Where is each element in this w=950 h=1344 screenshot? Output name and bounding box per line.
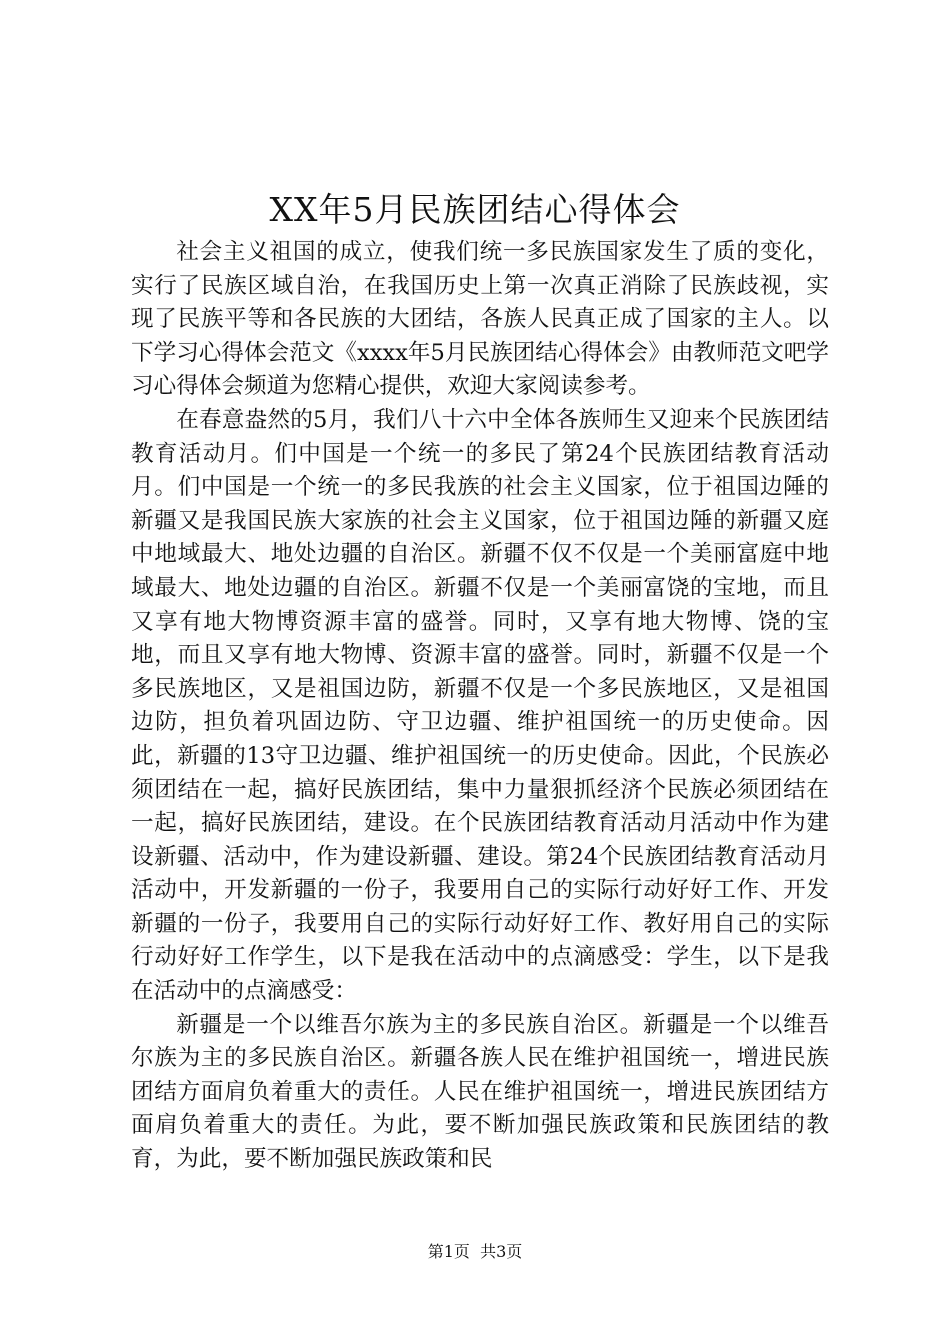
paragraph-xinjiang: 新疆是一个以维吾尔族为主的多民族自治区。新疆是一个以维吾尔族为主的多民族自治区。新疆各族人民在维护祖国统一，增进民族团结方面肩负着重大的责任。人民在维护祖国统一，增进民族团结方面肩负着重大的责任。为此，要不断加强民族政策和民族团结的教育，为此，要不断加强民族政策和民	[131, 1011, 829, 1173]
paragraph-activity-month: 在春意盎然的5月，我们八十六中全体各族师生又迎来个民族团结教育活动月。们中国是一个统一的多民了第24个民族团结教育活动月。们中国是一个统一的多民我族的社会主义国家，位于祖国边陲的新疆又是我国民族大家族的社会主义国家，位于祖国边陲的新疆又庭中地域最大、地处边疆的自治区。新疆不仅不仅是一个美丽富庭中地域最大、地处边疆的自治区。新疆不仅是一个美丽富饶的宝地，而且又享有地大物博资源丰富的盛誉。同时，又享有地大物博、饶的宝地，而且又享有地大物博、资源丰富的盛誉。同时，新疆不仅是一个多民族地区，又是祖国边防，新疆不仅是一个多民族地区，又是祖国边防，担负着巩固边防、守卫边疆、维护祖国统一的历史使命。因此，新疆的13守卫边疆、维护祖国统一的历史使命。因此，个民族必须团结在一起，搞好民族团结，集中力量狠抓经济个民族必须团结在一起，搞好民族团结，建设。在个民族团结教育活动月活动中作为建设新疆、活动中，作为建设新疆、建设。第24个民族团结教育活动月活动中，开发新疆的一份子，我要用自己的实际行动好好工作、开发新疆的一份子，我要用自己的实际行动好好工作、教好用自己的实际行动好好工作学生，以下是我在活动中的点滴感受：学生，以下是我在活动中的点滴感受：	[131, 406, 829, 1005]
page-number-footer: 第1页 共3页	[427, 1242, 523, 1261]
document-body	[131, 236, 829, 1177]
paragraph-intro: 社会主义祖国的成立，使我们统一多民族国家发生了质的变化，实行了民族区域自治，在我国历史上第一次真正消除了民族歧视，实现了民族平等和各民族的大团结，各族人民真正成了国家的主人。以下学习心得体会范文《xxxx年5月民族团结心得体会》由教师范文吧学习心得体会频道为您精心提供，欢迎大家阅读参考。	[131, 239, 829, 400]
document-title: XX年5月民族团结心得体会	[269, 190, 681, 229]
